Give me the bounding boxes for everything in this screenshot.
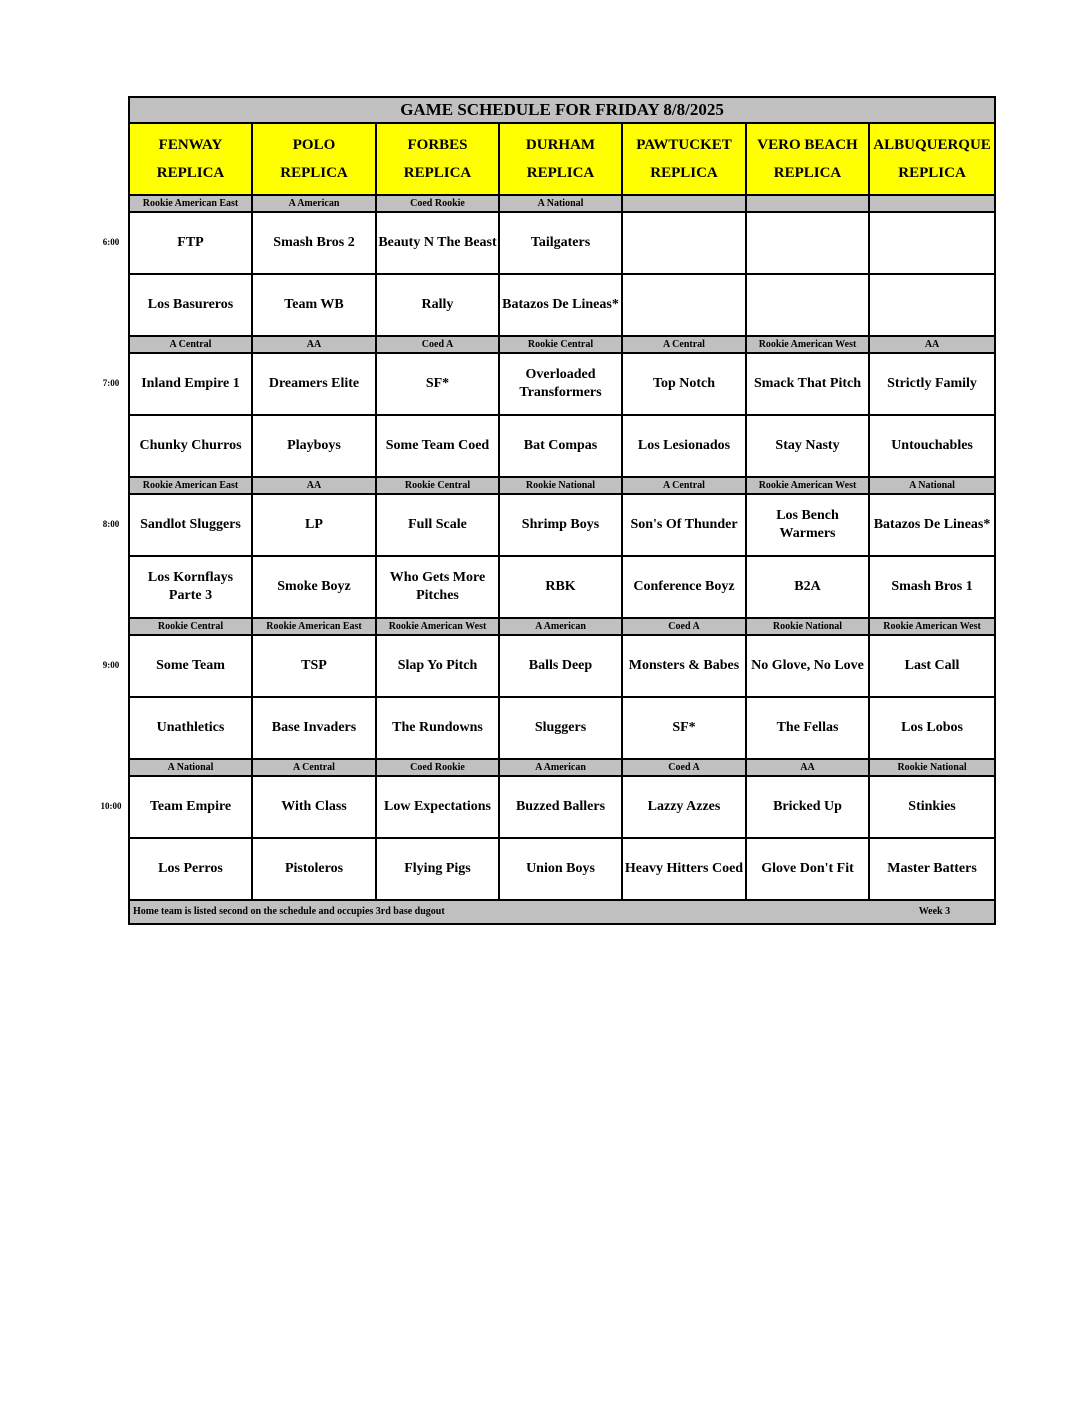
field-subtitle: REPLICA — [650, 165, 718, 181]
field-header — [869, 123, 995, 195]
home-team: Pistoleros — [252, 838, 376, 900]
away-team: Batazos De Lineas* — [869, 494, 995, 556]
division-label: Rookie Central — [129, 618, 252, 635]
home-team: Team WB — [252, 274, 376, 336]
division-label — [869, 195, 995, 212]
division-label: Rookie Central — [376, 477, 499, 494]
home-team: SF* — [622, 697, 746, 759]
division-label: Rookie American West — [746, 336, 869, 353]
away-team: FTP — [129, 212, 252, 274]
field-name: PAWTUCKET — [636, 137, 732, 153]
away-team: Slap Yo Pitch — [376, 635, 499, 697]
home-team: B2A — [746, 556, 869, 618]
division-row — [129, 195, 995, 212]
field-subtitle: REPLICA — [403, 165, 472, 181]
home-team: Some Team Coed — [376, 415, 499, 477]
division-row — [129, 759, 995, 776]
away-team-row — [129, 635, 995, 697]
time-slot-label: 7:00 — [102, 378, 120, 388]
away-team: Tailgaters — [499, 212, 622, 274]
away-team: Los Bench Warmers — [746, 494, 869, 556]
away-team-row — [129, 776, 995, 838]
home-team: Los Lesionados — [622, 415, 746, 477]
time-slot-label: 10:00 — [100, 801, 122, 811]
home-team: Los Perros — [129, 838, 252, 900]
division-label — [746, 195, 869, 212]
field-name: FENWAY — [158, 137, 223, 153]
division-label: Rookie National — [869, 759, 995, 776]
field-subtitle: REPLICA — [156, 165, 225, 181]
away-team — [746, 212, 869, 274]
home-team: Rally — [376, 274, 499, 336]
home-team: Smash Bros 1 — [869, 556, 995, 618]
away-team: Sandlot Sluggers — [129, 494, 252, 556]
field-subtitle: REPLICA — [526, 165, 595, 181]
field-subtitle: REPLICA — [280, 165, 348, 181]
field-header-row — [129, 123, 995, 195]
field-header — [499, 123, 622, 195]
home-team: Master Batters — [869, 838, 995, 900]
home-team: Playboys — [252, 415, 376, 477]
field-header — [376, 123, 499, 195]
division-label: A National — [869, 477, 995, 494]
home-team: The Fellas — [746, 697, 869, 759]
division-label: AA — [869, 336, 995, 353]
time-slot-label: 9:00 — [102, 660, 120, 670]
away-team-row — [129, 212, 995, 274]
home-team: Flying Pigs — [376, 838, 499, 900]
field-subtitle: REPLICA — [898, 165, 966, 181]
division-row — [129, 336, 995, 353]
away-team: Team Empire — [129, 776, 252, 838]
footer-bar — [129, 900, 995, 924]
home-team: Who Gets More Pitches — [376, 556, 499, 618]
division-label: Rookie American West — [869, 618, 995, 635]
away-team: Inland Empire 1 — [129, 353, 252, 415]
home-team: Union Boys — [499, 838, 622, 900]
division-row — [129, 477, 995, 494]
home-team: Smoke Boyz — [252, 556, 376, 618]
home-team: The Rundowns — [376, 697, 499, 759]
division-label: A Central — [622, 336, 746, 353]
schedule-title: GAME SCHEDULE FOR FRIDAY 8/8/2025 — [129, 97, 995, 123]
home-team: Los Basureros — [129, 274, 252, 336]
home-team: Los Lobos — [869, 697, 995, 759]
home-team — [869, 274, 995, 336]
division-label — [622, 195, 746, 212]
division-label: Coed Rookie — [376, 759, 499, 776]
field-name: DURHAM — [525, 137, 596, 153]
away-team-row — [129, 494, 995, 556]
away-team: SF* — [376, 353, 499, 415]
division-label: Coed Rookie — [376, 195, 499, 212]
home-team: Base Invaders — [252, 697, 376, 759]
field-subtitle: REPLICA — [773, 165, 842, 181]
title-row — [129, 97, 995, 123]
away-team: Some Team — [129, 635, 252, 697]
away-team: Stinkies — [869, 776, 995, 838]
field-name: VERO BEACH — [757, 137, 858, 153]
field-name: ALBUQUERQUE — [873, 137, 991, 153]
division-label: Coed A — [622, 759, 746, 776]
away-team: Bricked Up — [746, 776, 869, 838]
away-team: Strictly Family — [869, 353, 995, 415]
away-team: Balls Deep — [499, 635, 622, 697]
away-team: Smash Bros 2 — [252, 212, 376, 274]
away-team: Overloaded Transformers — [499, 353, 622, 415]
division-label: AA — [252, 336, 376, 353]
home-team — [746, 274, 869, 336]
home-team: Los Kornflays Parte 3 — [129, 556, 252, 618]
away-team-row — [129, 353, 995, 415]
division-row — [129, 618, 995, 635]
away-team: Buzzed Ballers — [499, 776, 622, 838]
away-team: No Glove, No Love — [746, 635, 869, 697]
home-team: RBK — [499, 556, 622, 618]
division-label: A American — [252, 195, 376, 212]
division-label: A American — [499, 759, 622, 776]
home-team: Bat Compas — [499, 415, 622, 477]
division-label: AA — [252, 477, 376, 494]
field-header — [252, 123, 376, 195]
field-name: POLO — [292, 137, 336, 153]
time-slot-label: 6:00 — [102, 237, 120, 247]
time-slot-label: 8:00 — [102, 519, 120, 529]
division-label: Rookie American East — [252, 618, 376, 635]
field-name: FORBES — [407, 137, 468, 153]
away-team: Shrimp Boys — [499, 494, 622, 556]
division-label: A National — [499, 195, 622, 212]
home-team-row — [129, 556, 995, 618]
footer-note: Home team is listed second on the schedule and occupies 3rd base dugout — [133, 906, 445, 917]
away-team: Beauty N The Beast — [376, 212, 499, 274]
home-team: Unathletics — [129, 697, 252, 759]
home-team-row — [129, 415, 995, 477]
home-team-row — [129, 838, 995, 900]
division-label: Rookie National — [499, 477, 622, 494]
home-team: Heavy Hitters Coed — [622, 838, 746, 900]
division-label: Coed A — [376, 336, 499, 353]
away-team: Smack That Pitch — [746, 353, 869, 415]
away-team: Dreamers Elite — [252, 353, 376, 415]
home-team-row — [129, 697, 995, 759]
home-team: Conference Boyz — [622, 556, 746, 618]
away-team — [622, 212, 746, 274]
field-header — [129, 123, 252, 195]
home-team: Sluggers — [499, 697, 622, 759]
week-label: Week 3 — [918, 906, 951, 917]
away-team: Full Scale — [376, 494, 499, 556]
away-team: Lazzy Azzes — [622, 776, 746, 838]
division-label: Rookie American East — [129, 477, 252, 494]
home-team: Batazos De Lineas* — [499, 274, 622, 336]
home-team: Untouchables — [869, 415, 995, 477]
division-label: A Central — [252, 759, 376, 776]
division-label: Rookie American West — [746, 477, 869, 494]
field-header — [746, 123, 869, 195]
division-label: Rookie American East — [129, 195, 252, 212]
home-team-row — [129, 274, 995, 336]
division-label: A Central — [129, 336, 252, 353]
away-team: TSP — [252, 635, 376, 697]
away-team: With Class — [252, 776, 376, 838]
division-label: Rookie Central — [499, 336, 622, 353]
field-header — [622, 123, 746, 195]
home-team: Glove Don't Fit — [746, 838, 869, 900]
home-team — [622, 274, 746, 336]
division-label: Coed A — [622, 618, 746, 635]
division-label: A American — [499, 618, 622, 635]
away-team — [869, 212, 995, 274]
footer-row — [129, 900, 995, 924]
division-label: Rookie American West — [376, 618, 499, 635]
home-team: Stay Nasty — [746, 415, 869, 477]
away-team: Top Notch — [622, 353, 746, 415]
away-team: Low Expectations — [376, 776, 499, 838]
home-team: Chunky Churros — [129, 415, 252, 477]
division-label: A Central — [622, 477, 746, 494]
game-schedule-table — [128, 96, 996, 925]
division-label: Rookie National — [746, 618, 869, 635]
away-team: Son's Of Thunder — [622, 494, 746, 556]
division-label: A National — [129, 759, 252, 776]
away-team: Last Call — [869, 635, 995, 697]
division-label: AA — [746, 759, 869, 776]
away-team: Monsters & Babes — [622, 635, 746, 697]
away-team: LP — [252, 494, 376, 556]
